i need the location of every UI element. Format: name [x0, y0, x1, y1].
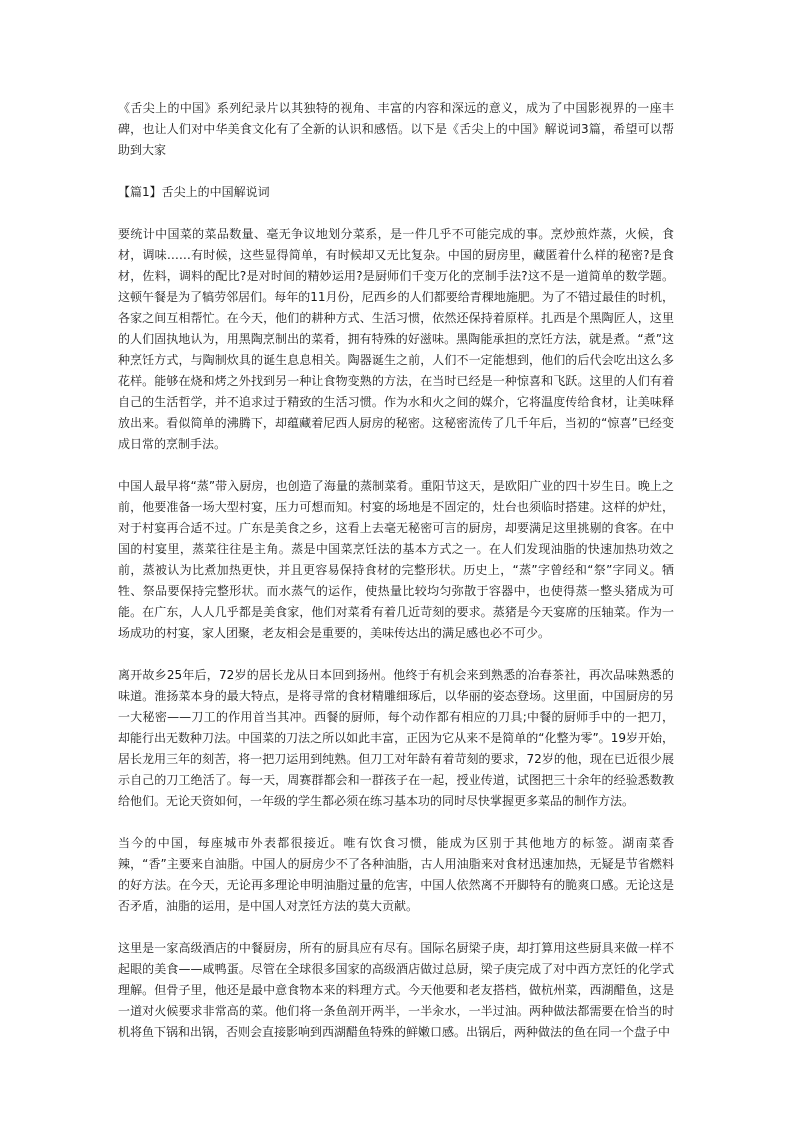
document-body: [118, 98, 674, 1064]
body-paragraph-2: 中国人最早将“蒸”带入厨房，也创造了海量的蒸制菜肴。重阳节这天，是欧阳广业的四十岁生日。晚上之前，他要准备一场大型村宴，压力可想而知。村宴的场地是不固定的，灶台也须临时搭建。这样的炉灶，对于村宴再合适不过。广东是美食之乡，这看上去毫无秘密可言的厨房，却要满足这里挑剔的食客。在中国的村宴里，蒸菜往往是主角。蒸是中国菜烹饪法的基本方式之一。在人们发现油脂的快速加热功效之前，蒸被认为比煮加热更快，并且更容易保持食材的完整形状。历史上，“蒸”字曾经和“祭”字同义。牺牲、祭品要保持完整形状。而水蒸气的运作，使热量比较均匀弥散于容器中，也使得蒸一整头猪成为可能。在广东，人人几乎都是美食家，他们对菜肴有着几近苛刻的要求。蒸猪是今天宴席的压轴菜。作为一场成功的村宴，家人团聚，老友相会是重要的，美味传达出的满足感也必不可少。: [118, 479, 674, 640]
body-paragraph-3: 离开故乡25年后，72岁的居长龙从日本回到扬州。他终于有机会来到熟悉的冶春茶社，再次品味熟悉的味道。淮扬菜本身的最大特点，是将寻常的食材精雕细琢后，以华丽的姿态登场。这里面，中国厨房的另一大秘密——刀工的作用首当其冲。西餐的厨师，每个动作都有相应的刀具;中餐的厨师手中的一把刀，却能行出无数种刀法。中国菜的刀法之所以如此丰富，正因为它从来不是简单的“化整为零”。19岁开始，居长龙用三年的刻苦，将一把刀运用到纯熟。但刀工对年龄有着苛刻的要求，72岁的他，现在已近很少展示自己的刀工绝活了。每一天，周赛群都会和一群孩子在一起，授业传道，试图把三十余年的经验悉数教给他们。无论天资如何，一年级的学生都必须在练习基本功的同时尽快掌握更多菜品的制作方法。: [118, 668, 674, 808]
body-paragraph-4: 当今的中国，每座城市外表都很接近。唯有饮食习惯，能成为区别于其他地方的标签。湖南菜香辣，“香”主要来自油脂。中国人的厨房少不了各种油脂，古人用油脂来对食材迅速加热，无疑是节省燃料的好方法。在今天，无论再多理论申明油脂过量的危害，中国人依然离不开脚特有的脆爽口感。无论这是否矛盾，油脂的运用，是中国人对烹饪方法的莫大贡献。: [118, 836, 674, 913]
section-heading: 【篇1】舌尖上的中国解说词: [118, 185, 270, 199]
body-paragraph-5: 这里是一家高级酒店的中餐厨房，所有的厨具应有尽有。国际名厨梁子庚，却打算用这些厨具来做一样不起眼的美食——咸鸭蛋。尽管在全球很多国家的高级酒店做过总厨，梁子庚完成了对中西方烹饪的化学式理解。但骨子里，他还是最中意食物本来的料理方式。今天他要和老友搭档，做杭州菜，西湖醋鱼，这是一道对火候要求非常高的菜。他们将一条鱼剖开两半，一半汆水，一半过油。两种做法都需要在恰当的时机将鱼下锅和出锅，否则会直接影响到西湖醋鱼特殊的鲜嫩口感。出锅后，两种做法的鱼在同一个盘子中: [118, 941, 674, 1039]
body-paragraph-1: 要统计中国菜的菜品数量、毫无争议地划分菜系，是一件几乎不可能完成的事。烹炒煎炸蒸，火候，食材，调味……有时候，这些显得简单，有时候却又无比复杂。中国的厨房里，藏匿着什么样的秘密?是食材，佐料，调料的配比?是对时间的精妙运用?是厨师们千变万化的烹制手法?这不是一道简单的数学题。这顿午餐是为了犒劳邻居们。每年的11月份，尼西乡的人们都要给青稞地施肥。为了不错过最佳的时机，各家之间互相帮忙。在今天，他们的耕种方式、生活习惯，依然还保持着原样。扎西是个黑陶匠人，这里的人们固执地认为，用黑陶烹制出的菜肴，拥有特殊的好滋味。黑陶能承担的烹饪方法，就是煮。“煮”这种烹饪方式，与陶制炊具的诞生息息相关。陶器诞生之前，人们不一定能想到，他们的后代会吃出这么多花样。能够在烧和烤之外找到另一种让食物变熟的方法，在当时已经是一种惊喜和飞跃。这里的人们有着自己的生活哲学，并不追求过于精致的生活习惯。作为水和火之间的媒介，它将温度传给食材，让美味释放出来。看似简单的沸腾下，却蕴藏着尼西人厨房的秘密。这秘密流传了几千年后，当初的“惊喜”已经变成日常的烹制手法。: [118, 227, 674, 451]
intro-paragraph: 《舌尖上的中国》系列纪录片以其独特的视角、丰富的内容和深远的意义，成为了中国影视界的一座丰碑，也让人们对中华美食文化有了全新的认识和感悟。以下是《舌尖上的中国》解说词3篇，希望可以帮助到大家: [118, 101, 674, 157]
